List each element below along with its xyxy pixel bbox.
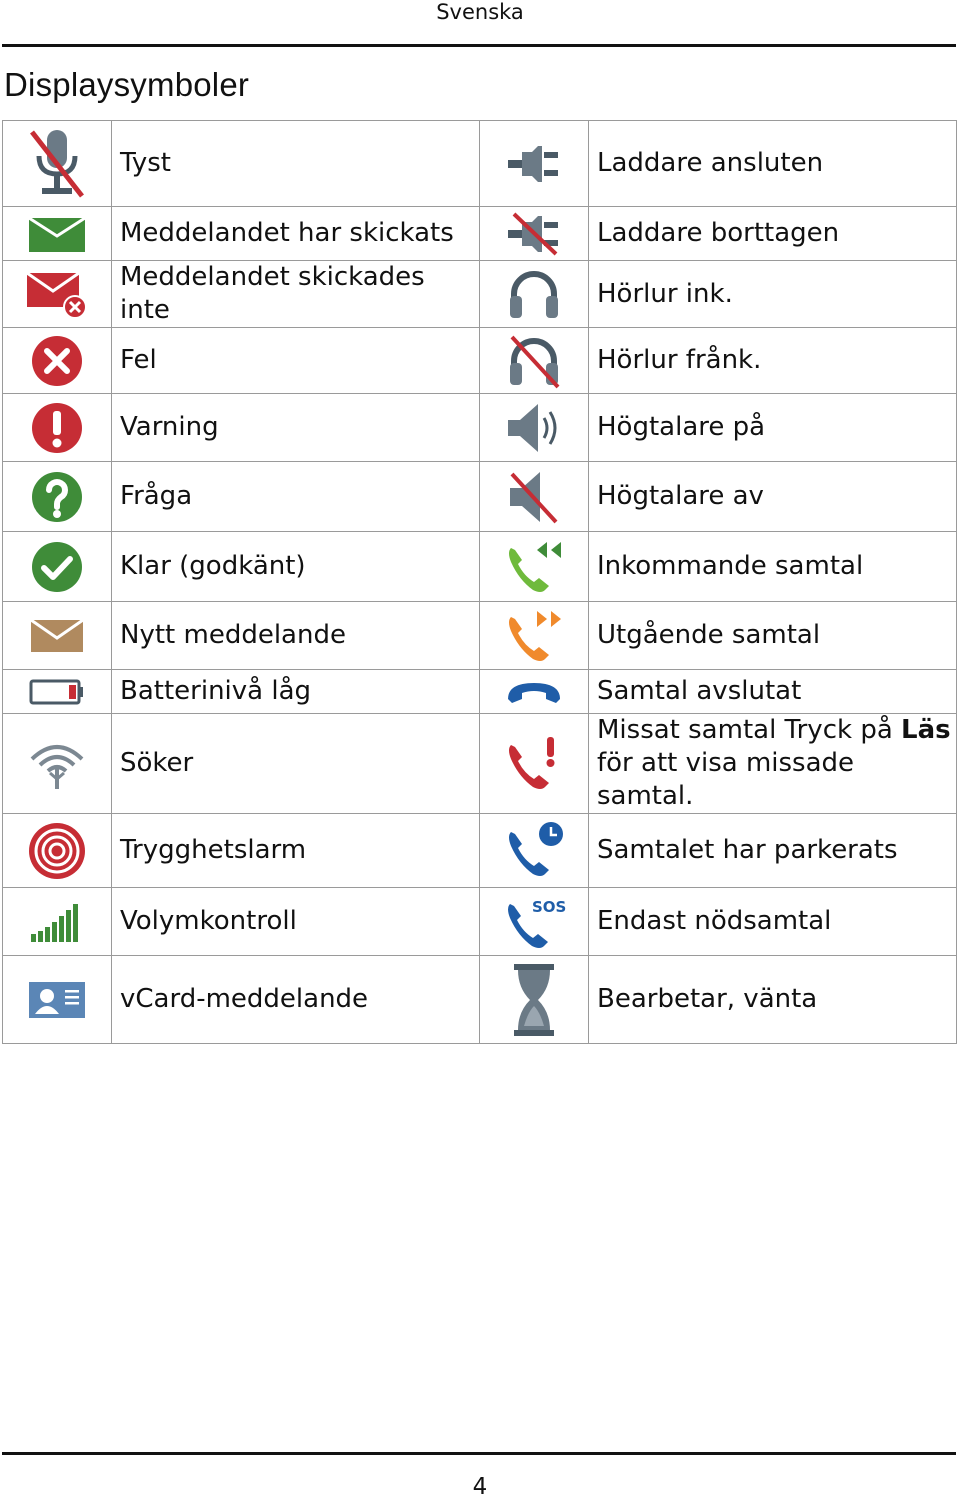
label-vcard: vCard-meddelande	[112, 956, 480, 1044]
charger-removed-icon	[480, 207, 589, 261]
page-title: Displaysymboler	[4, 66, 250, 103]
label-message-not-sent: Meddelandet skickades inte	[112, 261, 480, 328]
label-hourglass: Bearbetar, vänta	[589, 956, 957, 1044]
table-row	[3, 121, 957, 207]
label-battery-low: Batterinivå låg	[112, 670, 480, 714]
page-header-language: Svenska	[436, 0, 524, 24]
label-call-ended: Samtal avslutat	[589, 670, 957, 714]
vcard-icon	[3, 956, 112, 1044]
label-question: Fråga	[112, 462, 480, 532]
speaker-off-icon	[480, 462, 589, 532]
sos-label: SOS	[532, 897, 566, 916]
table-row	[3, 394, 957, 462]
label-speaker-on: Högtalare på	[589, 394, 957, 462]
label-warning: Varning	[112, 394, 480, 462]
missed-call-text: Missat samtal Tryck på	[597, 715, 902, 745]
headset-in-icon	[480, 261, 589, 328]
sos-call-icon	[480, 888, 589, 956]
table-row	[3, 462, 957, 532]
incoming-call-icon	[480, 532, 589, 602]
error-icon	[3, 328, 112, 394]
label-incoming-call: Inkommande samtal	[589, 532, 957, 602]
safety-alarm-icon	[3, 814, 112, 888]
call-held-icon	[480, 814, 589, 888]
label-sos: Endast nödsamtal	[589, 888, 957, 956]
label-error: Fel	[112, 328, 480, 394]
symbol-table	[2, 120, 957, 1044]
hourglass-icon	[480, 956, 589, 1044]
label-message-sent: Meddelandet har skickats	[112, 207, 480, 261]
ok-check-icon	[3, 532, 112, 602]
charger-connected-icon	[480, 121, 589, 207]
label-call-held: Samtalet har parkerats	[589, 814, 957, 888]
volume-bars-icon	[3, 888, 112, 956]
label-new-message: Nytt meddelande	[112, 602, 480, 670]
table-row	[3, 207, 957, 261]
label-headset-in: Hörlur ink.	[589, 261, 957, 328]
mute-mic-icon	[3, 121, 112, 207]
label-outgoing-call: Utgående samtal	[589, 602, 957, 670]
label-speaker-off: Högtalare av	[589, 462, 957, 532]
call-ended-icon	[480, 670, 589, 714]
label-ok: Klar (godkänt)	[112, 532, 480, 602]
page-number: 4	[472, 1474, 488, 1500]
warning-icon	[3, 394, 112, 462]
label-tyst: Tyst	[112, 121, 480, 207]
table-row	[3, 814, 957, 888]
header-rule	[2, 44, 956, 47]
missed-call-text-line2: för att visa missade samtal.	[597, 748, 855, 811]
message-sent-icon	[3, 207, 112, 261]
speaker-on-icon	[480, 394, 589, 462]
label-searching: Söker	[112, 714, 480, 814]
table-row	[3, 670, 957, 714]
new-message-icon	[3, 602, 112, 670]
table-row	[3, 714, 957, 814]
message-not-sent-icon	[3, 261, 112, 328]
table-row	[3, 328, 957, 394]
missed-call-icon	[480, 714, 589, 814]
table-row	[3, 602, 957, 670]
question-icon	[3, 462, 112, 532]
label-charger-removed: Laddare borttagen	[589, 207, 957, 261]
battery-low-icon	[3, 670, 112, 714]
searching-signal-icon	[3, 714, 112, 814]
outgoing-call-icon	[480, 602, 589, 670]
table-row	[3, 956, 957, 1044]
table-row	[3, 261, 957, 328]
label-missed-call	[589, 714, 957, 814]
label-volume: Volymkontroll	[112, 888, 480, 956]
label-safety-alarm: Trygghetslarm	[112, 814, 480, 888]
table-row	[3, 532, 957, 602]
footer-rule	[2, 1452, 956, 1455]
missed-call-read-keyword: Läs	[901, 715, 951, 745]
label-charger-connected: Laddare ansluten	[589, 121, 957, 207]
headset-out-icon	[480, 328, 589, 394]
label-headset-out: Hörlur frånk.	[589, 328, 957, 394]
table-row	[3, 888, 957, 956]
